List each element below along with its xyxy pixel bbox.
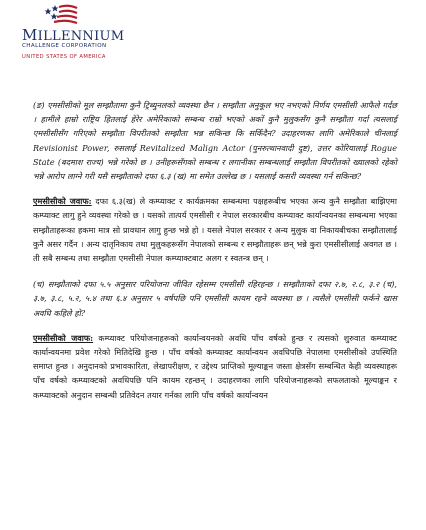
logo-name [22,26,124,44]
flag-emblem-icon [44,4,78,24]
answer-text: कम्प्याक्ट परियोजनाहरूको कार्यान्वयनको अवधि पाँच वर्षको हुन्छ र त्यसको शुरुवात कम्प्याक्ट कार्यान्वयनमा प्रवेश गरेको मितिदेखि हुन्छ । पाँच वर्षको कम्प्याक्ट कार्यान्वयन अवधिपछि नेपालमा एमसीसीको उपस्थिति समाप्त हुन्छ । अनुदानको प्रभावकारिता, लेखापरीक्षण, र उद्देश्य प्राप्तिको मूल्याङ्कन जस्ता क्षेत्रसँग सम्बन्धित केही व्यवस्थाहरू पाँच वर्षको कम्प्याक्टको अवधिपछि पनि कायम रहन्छन् । उदाहरणका लागि परियोजनाहरूको सफलताको मूल्याङ्कन र कम्प्याक्टको अनुदान सम्बन्धी प्रतिवेदन तयार गर्नका लागि पाँच वर्षको कार्यान्वयन [33,332,397,400]
document-body [33,98,397,413]
answer-paragraph-1 [33,194,397,265]
answer-label: एमसीसीको जवाफ: [33,332,94,343]
mcc-logo [10,4,140,70]
answer-paragraph-2 [33,331,397,402]
logo-name-rest: ILLENNIUM [37,29,125,44]
question-paragraph-ch: (च) सम्झौताको दफा ५.५ अनुसार परियोजना जीवित रहेसम्म एमसीसी रहिरहन्छ । सम्झौताको दफा २.७, २.८, ३.२ (च), ३.७, ३.८, ५.२, ५.४ तथा ६.४ अनुसार ५ वर्षपछि पनि एमसीसी कायम रहने व्यवस्था छ । त्यसैले एमसीसी फर्कने खास अवधि कहिले हो? [33,279,397,318]
logo-initial: M [22,26,38,44]
logo-subtitle: CHALLENGE CORPORATION [22,43,107,49]
answer-label: एमसीसीको जवाफ: [33,196,92,207]
question-paragraph-e: (ङ) एमसीसीको मूल सम्झौतामा कुनै ट्रिब्युनलको व्यवस्था छैन । सम्झौता अनुकूल भए नभएको निर्णय एमसीसी आफैले गर्दछ । हामीले हाम्रो राष्ट्रिय हितलाई हेरेर अमेरिकाको सम्बन्ध राम्रो भएको अकों कुनै मुलुकसँग कुनै सम्झौता गर्दा त्यसलाई एमसीसीसँग गरिएको सम्झौता विपरीतको सम्झौता भन्न सकिन्छ कि सकिँदैन? उदाहरणका लागि अमेरिकाले चीनलाई Revisionist Power, रुसलाई Revitalized Malign Actor (पुनरुत्थानवादी दुष्ट), उत्तर कोरियालाई Rogue State (बदमाश राज्य) भन्ने गरेको छ । उनीहरूसँगको सम्बन्ध र लगानीका सम्बन्धलाई सम्झौता विपरीतको ख्यालको रहेको भन्ने आरोप लाग्ने गरी यसै सम्झौताको दफा ६.३ (ख) मा समेत उल्लेख छ । यसलाई कसरी व्यवस्था गर्न सकिन्छ? [33,100,397,182]
logo-country: UNITED STATES OF AMERICA [22,54,106,60]
answer-text: दफा ६.३(ख) ले कम्प्याक्ट र कार्यक्रमका सम्बन्धमा पक्षहरूबीच भएका अन्य कुनै सम्झौता बाझिएमा कम्प्याक्ट लागु हुने व्यवस्था गरेको छ । यसको तात्पर्य एमसीसी र नेपाल सरकारबीच कम्प्याक्ट कार्यान्वयनका सम्बन्धमा भएका सम्झौताहरूका हकमा मात्र सो प्रावधान लागु हुन्छ भन्ने हो । यसले नेपाल सरकार र अन्य मुलुक वा निकायबीचका सम्झौतालाई कुनै असर गर्दैन । अन्य दातृनिकाय तथा मुलुकहरूसँग नेपालको सम्बन्ध र सम्झौताहरू छन् भन्ने कुरा एमसीसीलाई अवगत छ । ती सबै सम्बन्ध तथा सम्झौता एमसीसी नेपाल कम्प्याक्टबाट अलग र स्वतन्त्र छन् । [33,196,397,264]
